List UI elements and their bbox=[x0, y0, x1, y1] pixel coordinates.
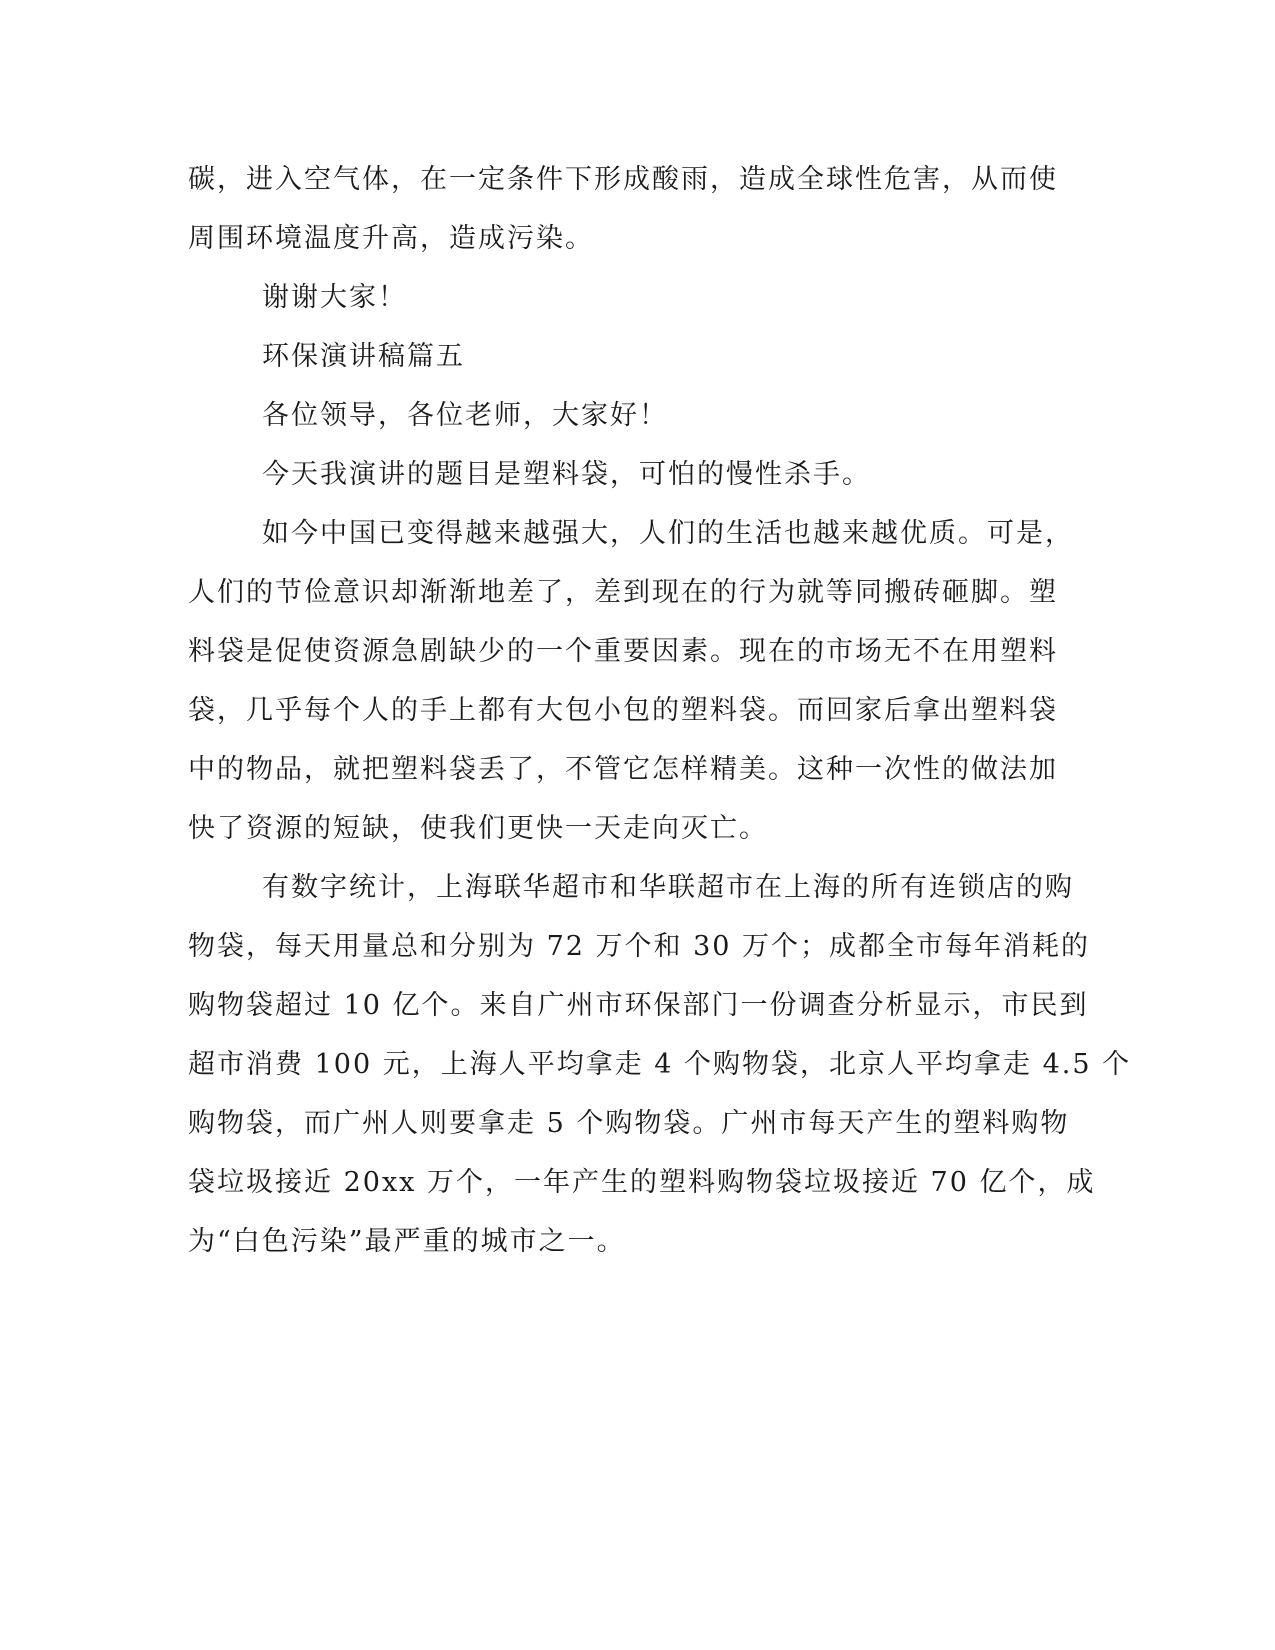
paragraph-line: 物袋，每天用量总和分别为 72 万个和 30 万个；成都全市每年消耗的 bbox=[188, 931, 1091, 962]
paragraph-line: 购物袋超过 10 亿个。来自广州市环保部门一份调查分析显示，市民到 bbox=[188, 990, 1089, 1021]
paragraph-line: 袋，几乎每个人的手上都有大包小包的塑料袋。而回家后拿出塑料袋 bbox=[188, 695, 1058, 726]
paragraph-line: 为“白色污染”最严重的城市之一。 bbox=[188, 1226, 626, 1257]
paragraph-line: 料袋是促使资源急剧缺少的一个重要因素。现在的市场无不在用塑料 bbox=[188, 636, 1058, 667]
paragraph-line: 有数字统计，上海联华超市和华联超市在上海的所有连锁店的购 bbox=[262, 872, 1074, 903]
closing-line: 谢谢大家！ bbox=[262, 282, 407, 313]
paragraph-line: 周围环境温度升高，造成污染。 bbox=[188, 223, 594, 254]
paragraph-line: 碳，进入空气体，在一定条件下形成酸雨，造成全球性危害，从而使 bbox=[188, 164, 1058, 195]
paragraph-line: 中的物品，就把塑料袋丢了，不管它怎样精美。这种一次性的做法加 bbox=[188, 754, 1058, 785]
paragraph-line: 快了资源的短缺，使我们更快一天走向灭亡。 bbox=[188, 813, 768, 844]
paragraph-line: 购物袋，而广州人则要拿走 5 个购物袋。广州市每天产生的塑料购物 bbox=[188, 1108, 1070, 1139]
topic-line: 今天我演讲的题目是塑料袋，可怕的慢性杀手。 bbox=[262, 459, 871, 490]
section-title: 环保演讲稿篇五 bbox=[262, 341, 465, 372]
paragraph-line: 超市消费 100 元，上海人平均拿走 4 个购物袋，北京人平均拿走 4.5 个 bbox=[188, 1049, 1132, 1080]
greeting-line: 各位领导，各位老师，大家好！ bbox=[262, 400, 668, 431]
paragraph-line: 人们的节俭意识却渐渐地差了，差到现在的行为就等同搬砖砸脚。塑 bbox=[188, 577, 1058, 608]
paragraph-line: 袋垃圾接近 20xx 万个，一年产生的塑料购物袋垃圾接近 70 亿个，成 bbox=[188, 1167, 1096, 1198]
paragraph-line: 如今中国已变得越来越强大，人们的生活也越来越优质。可是， bbox=[262, 518, 1074, 549]
